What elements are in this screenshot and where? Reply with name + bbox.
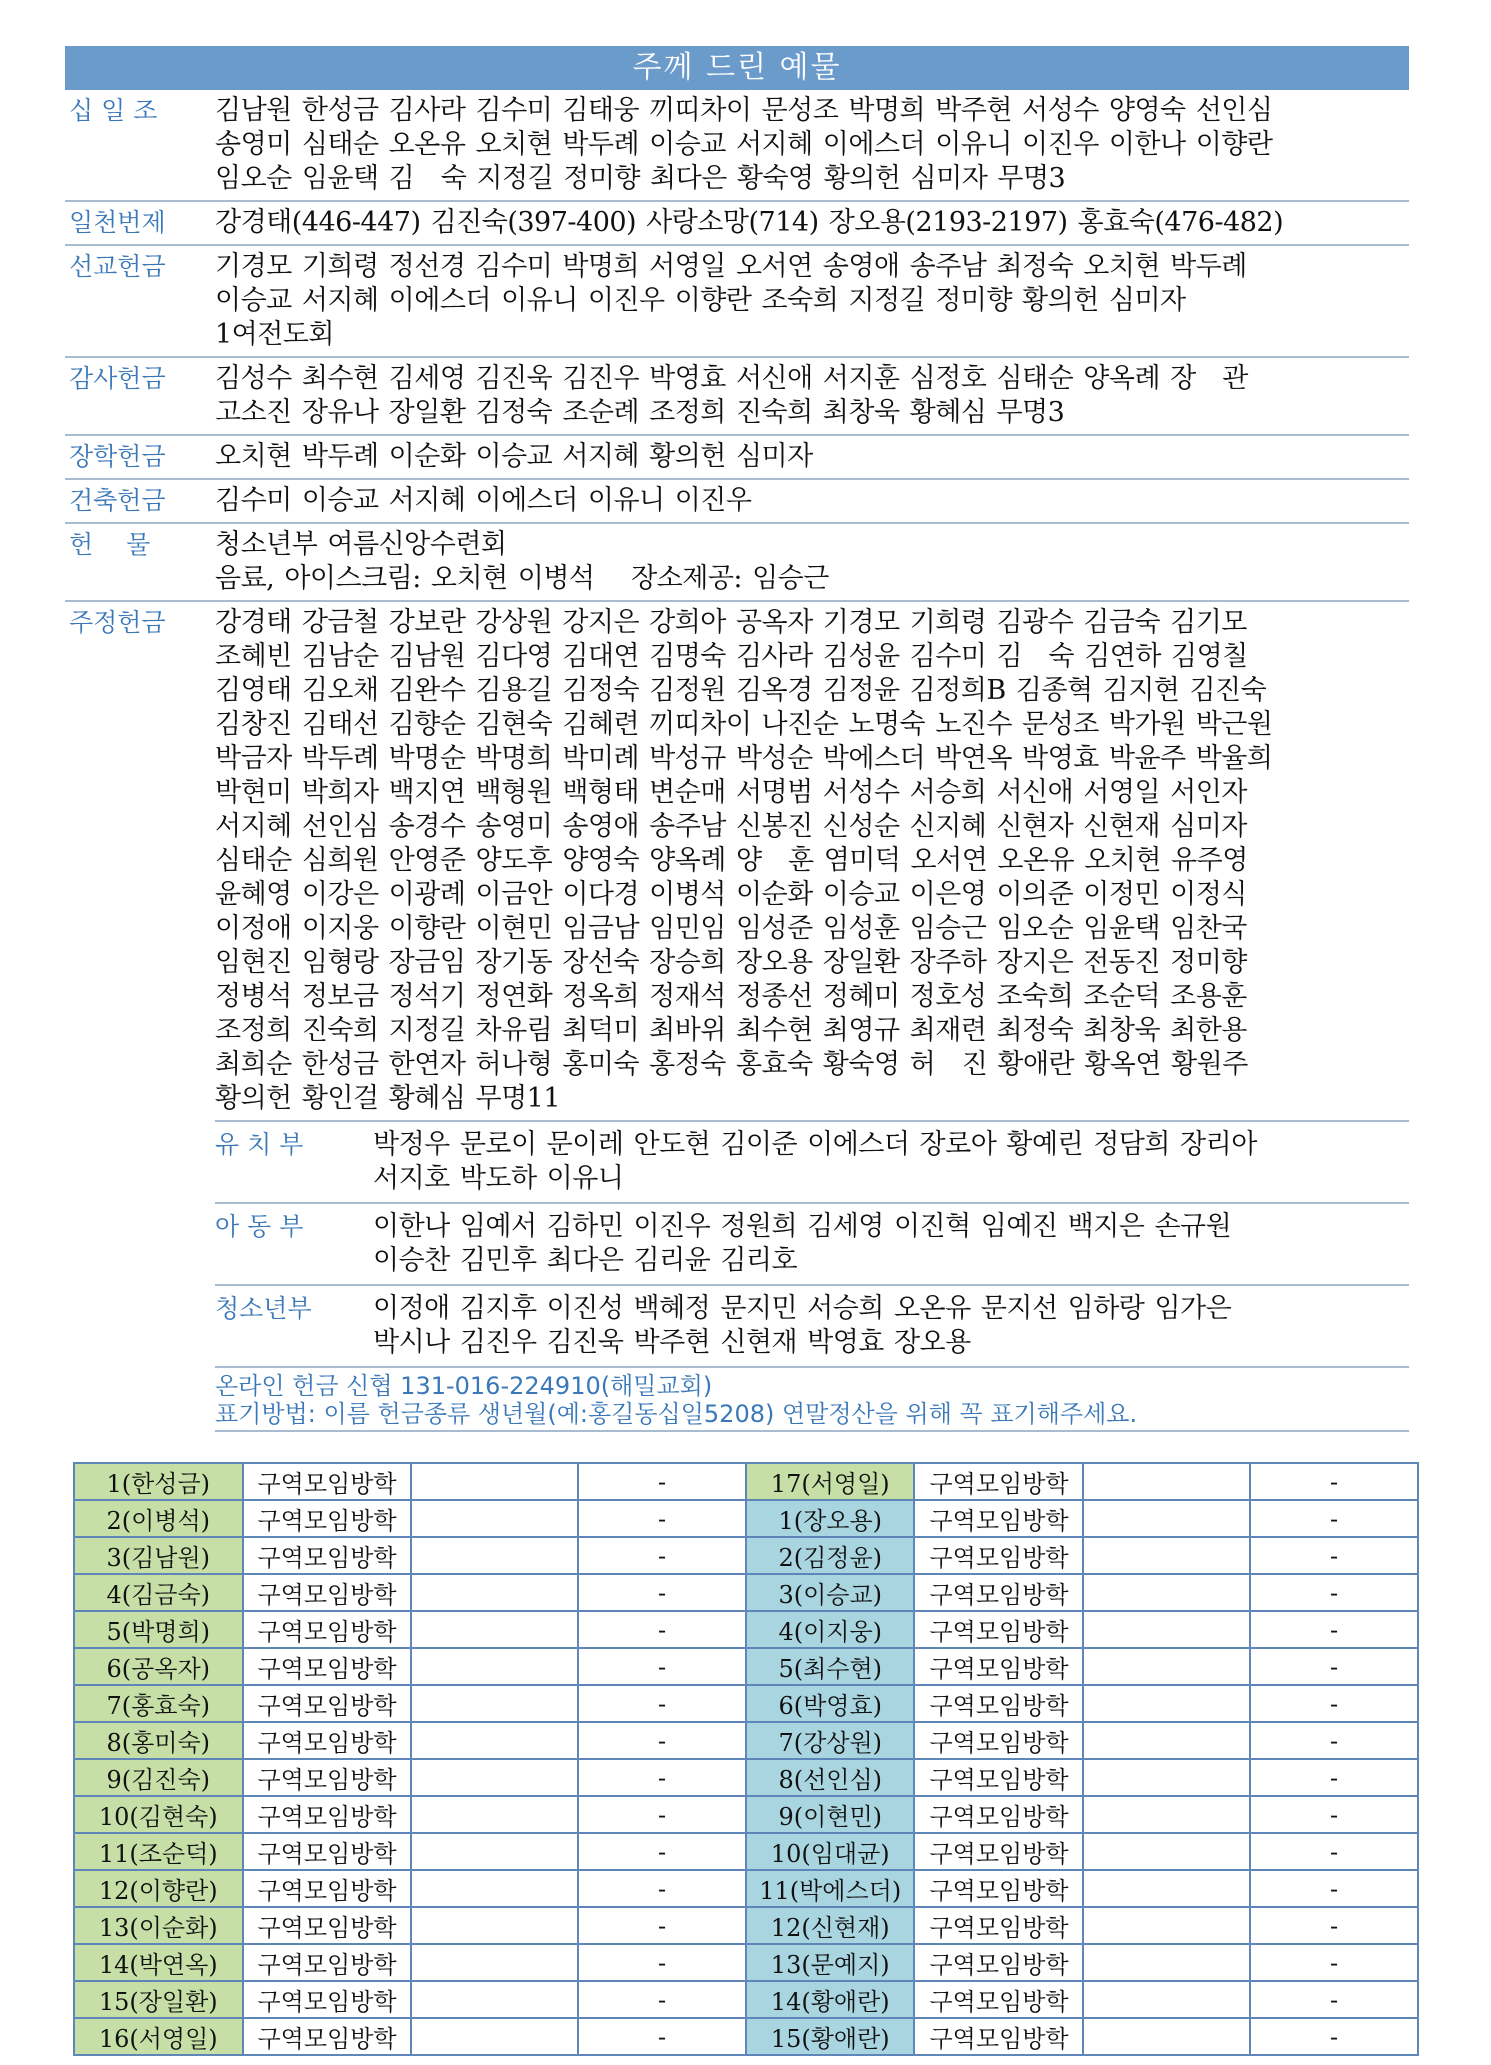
name-line: 이승찬 김민후 최다은 김리윤 김리호	[373, 1245, 798, 1276]
cell-group-name: 16(서영일)	[74, 2018, 243, 2055]
name-line: 송영미 심태순 오온유 오치현 박두례 이승교 서지혜 이에스더 이유니 이진우 이한나 이향란	[215, 129, 1273, 160]
cell-group-name: 1(장오용)	[746, 1500, 915, 1537]
offering-section	[65, 246, 1409, 358]
offering-kind: 구역모임방학	[914, 1648, 1082, 1685]
offering-page	[65, 46, 1409, 1432]
offering-kind: 구역모임방학	[914, 1944, 1082, 1981]
table-row	[74, 1833, 1418, 1870]
name-line: 심태순 심희원 안영준 양도후 양영숙 양옥례 양 훈 염미덕 오서연 오온유 오치현 유주영	[215, 845, 1248, 876]
offering-kind: 구역모임방학	[243, 1500, 411, 1537]
name-line: 김남원 한성금 김사라 김수미 김태웅 끼띠차이 문성조 박명희 박주현 서성수 양영숙 선인심	[215, 95, 1273, 126]
blank-cell	[1083, 1796, 1251, 1833]
amount-cell: -	[1250, 1944, 1418, 1981]
section-names	[215, 528, 1409, 596]
section-label: 십 일 조	[69, 96, 158, 125]
name-line: 최희순 한성금 한연자 허나형 홍미숙 홍정숙 홍효숙 황숙영 허 진 황애란 황옥연 황원주	[215, 1049, 1248, 1080]
cell-group-name: 13(문예지)	[746, 1944, 915, 1981]
name-line: 임오순 임윤택 김 숙 지정길 정미향 최다은 황숙영 황의헌 심미자 무명3	[215, 163, 1066, 194]
amount-cell: -	[1250, 1870, 1418, 1907]
online-notation-line: 표기방법: 이름 헌금종류 생년월(예:홍길동십일5208) 연말정산을 위해 꼭 표기해주세요.	[215, 1400, 1138, 1428]
amount-cell: -	[578, 1537, 746, 1574]
amount-cell: -	[578, 1722, 746, 1759]
offering-kind: 구역모임방학	[914, 1907, 1082, 1944]
cell-group-name: 3(김남원)	[74, 1537, 243, 1574]
table-row	[74, 1574, 1418, 1611]
cell-group-name: 10(임대균)	[746, 1833, 915, 1870]
blank-cell	[1083, 1907, 1251, 1944]
cell-group-name: 8(홍미숙)	[74, 1722, 243, 1759]
amount-cell: -	[578, 1648, 746, 1685]
cell-group-name: 12(신현재)	[746, 1907, 915, 1944]
name-line: 고소진 장유나 장일환 김정숙 조순례 조정희 진숙희 최창욱 황혜심 무명3	[215, 397, 1065, 428]
offering-kind: 구역모임방학	[243, 2018, 411, 2055]
offering-kind: 구역모임방학	[243, 1981, 411, 2018]
amount-cell: -	[1250, 1796, 1418, 1833]
department-names	[373, 1128, 1409, 1196]
blank-cell	[1083, 1944, 1251, 1981]
department-section	[215, 1202, 1409, 1284]
cell-group-name: 5(박명희)	[74, 1611, 243, 1648]
offering-kind: 구역모임방학	[914, 1833, 1082, 1870]
section-label: 선교헌금	[69, 252, 166, 281]
blank-cell	[411, 1500, 579, 1537]
offering-kind: 구역모임방학	[914, 1463, 1082, 1500]
section-names	[215, 206, 1409, 240]
offering-section	[65, 602, 1409, 1120]
name-line: 박정우 문로이 문이레 안도현 김이준 이에스더 장로아 황예린 정담희 장리아	[373, 1129, 1257, 1160]
cell-group-name: 14(황애란)	[746, 1981, 915, 2018]
name-line: 강경태(446-447) 김진숙(397-400) 사랑소망(714) 장오용(2193-2197) 홍효숙(476-482)	[215, 207, 1284, 238]
department-section	[215, 1284, 1409, 1368]
cell-group-name: 6(공옥자)	[74, 1648, 243, 1685]
offering-section	[65, 90, 1409, 202]
department-sections	[215, 1120, 1409, 1368]
department-label: 유 치 부	[215, 1130, 304, 1159]
table-row	[74, 1981, 1418, 2018]
offering-section	[65, 202, 1409, 246]
cell-group-name: 11(박에스더)	[746, 1870, 915, 1907]
blank-cell	[411, 2018, 579, 2055]
amount-cell: -	[1250, 1537, 1418, 1574]
name-line: 김수미 이승교 서지혜 이에스더 이유니 이진우	[215, 485, 752, 516]
blank-cell	[1083, 2018, 1251, 2055]
amount-cell: -	[1250, 1759, 1418, 1796]
offering-kind: 구역모임방학	[914, 1611, 1082, 1648]
amount-cell: -	[1250, 1907, 1418, 1944]
name-line: 서지혜 선인심 송경수 송영미 송영애 송주남 신봉진 신성순 신지혜 신현자 신현재 심미자	[215, 811, 1247, 842]
offering-section	[65, 480, 1409, 524]
amount-cell: -	[578, 1870, 746, 1907]
table-row	[74, 1611, 1418, 1648]
cell-group-name: 4(김금숙)	[74, 1574, 243, 1611]
cell-group-name: 17(서영일)	[746, 1463, 915, 1500]
department-names	[373, 1210, 1409, 1278]
blank-cell	[411, 1796, 579, 1833]
offering-kind: 구역모임방학	[243, 1796, 411, 1833]
cell-group-name: 1(한성금)	[74, 1463, 243, 1500]
name-line: 이정애 김지후 이진성 백혜정 문지민 서승희 오온유 문지선 임하랑 임가은	[373, 1293, 1232, 1324]
amount-cell: -	[578, 1685, 746, 1722]
blank-cell	[1083, 1611, 1251, 1648]
blank-cell	[1083, 1574, 1251, 1611]
amount-cell: -	[1250, 2018, 1418, 2055]
section-names	[215, 362, 1409, 430]
cell-group-name: 5(최수현)	[746, 1648, 915, 1685]
offering-kind: 구역모임방학	[243, 1648, 411, 1685]
name-line: 박시나 김진우 김진욱 박주현 신현재 박영효 장오용	[373, 1327, 971, 1358]
offering-kind: 구역모임방학	[243, 1833, 411, 1870]
table-row	[74, 1500, 1418, 1537]
blank-cell	[1083, 1870, 1251, 1907]
blank-cell	[411, 1833, 579, 1870]
table-row	[74, 1685, 1418, 1722]
amount-cell: -	[578, 1981, 746, 2018]
offering-kind: 구역모임방학	[914, 2018, 1082, 2055]
cell-group-name: 9(이현민)	[746, 1796, 915, 1833]
amount-cell: -	[578, 1833, 746, 1870]
section-label: 헌 물	[69, 530, 151, 559]
department-label: 청소년부	[215, 1294, 312, 1323]
blank-cell	[411, 1722, 579, 1759]
name-line: 기경모 기희령 정선경 김수미 박명희 서영일 오서연 송영애 송주남 최정숙 오치현 박두례	[215, 251, 1247, 282]
name-line: 임현진 임형랑 장금임 장기동 장선숙 장승희 장오용 장일환 장주하 장지은 전동진 정미향	[215, 947, 1247, 978]
amount-cell: -	[578, 1796, 746, 1833]
table-row	[74, 1944, 1418, 1981]
section-names	[215, 606, 1409, 1116]
blank-cell	[411, 1463, 579, 1500]
offering-section	[65, 436, 1409, 480]
table-row	[74, 1907, 1418, 1944]
name-line: 음료, 아이스크림: 오치현 이병석 장소제공: 임승근	[215, 563, 829, 594]
cell-group-name: 14(박연옥)	[74, 1944, 243, 1981]
cell-group-name: 12(이향란)	[74, 1870, 243, 1907]
amount-cell: -	[578, 1611, 746, 1648]
amount-cell: -	[1250, 1500, 1418, 1537]
name-line: 박현미 박희자 백지연 백형원 백형태 변순매 서명범 서성수 서승희 서신애 서영일 서인자	[215, 777, 1247, 808]
amount-cell: -	[1250, 1833, 1418, 1870]
name-line: 김창진 김태선 김향순 김현숙 김혜련 끼띠차이 나진순 노명숙 노진수 문성조 박가원 박근원	[215, 709, 1273, 740]
offering-section	[65, 358, 1409, 436]
cell-group-name: 2(김정윤)	[746, 1537, 915, 1574]
cell-group-table	[73, 1462, 1419, 2056]
section-label: 주정헌금	[69, 608, 166, 637]
table-row	[74, 1870, 1418, 1907]
section-names	[215, 440, 1409, 474]
section-names	[215, 250, 1409, 352]
table-row	[74, 1463, 1418, 1500]
blank-cell	[1083, 1722, 1251, 1759]
table-row	[74, 1759, 1418, 1796]
blank-cell	[411, 1685, 579, 1722]
blank-cell	[411, 1574, 579, 1611]
name-line: 조정희 진숙희 지정길 차유림 최덕미 최바위 최수현 최영규 최재련 최정숙 최창욱 최한용	[215, 1015, 1247, 1046]
cell-group-name: 7(강상원)	[746, 1722, 915, 1759]
offering-kind: 구역모임방학	[243, 1537, 411, 1574]
department-names	[373, 1292, 1409, 1360]
online-offering-info	[215, 1368, 1409, 1432]
name-line: 황의헌 황인걸 황혜심 무명11	[215, 1083, 561, 1114]
amount-cell: -	[1250, 1722, 1418, 1759]
section-label: 감사헌금	[69, 364, 166, 393]
blank-cell	[1083, 1981, 1251, 2018]
offering-kind: 구역모임방학	[243, 1759, 411, 1796]
offering-kind: 구역모임방학	[243, 1870, 411, 1907]
name-line: 이정애 이지웅 이향란 이현민 임금남 임민임 임성준 임성훈 임승근 임오순 임윤택 임찬국	[215, 913, 1247, 944]
offering-kind: 구역모임방학	[243, 1463, 411, 1500]
offering-kind: 구역모임방학	[243, 1611, 411, 1648]
amount-cell: -	[1250, 1981, 1418, 2018]
blank-cell	[411, 1759, 579, 1796]
amount-cell: -	[578, 1759, 746, 1796]
amount-cell: -	[578, 1463, 746, 1500]
amount-cell: -	[1250, 1648, 1418, 1685]
offering-kind: 구역모임방학	[914, 1500, 1082, 1537]
name-line: 청소년부 여름신앙수련회	[215, 529, 507, 560]
blank-cell	[411, 1648, 579, 1685]
name-line: 이한나 임예서 김하민 이진우 정원희 김세영 이진혁 임예진 백지은 손규원	[373, 1211, 1232, 1242]
offering-kind: 구역모임방학	[914, 1574, 1082, 1611]
offering-kind: 구역모임방학	[243, 1574, 411, 1611]
table-row	[74, 2018, 1418, 2055]
offering-kind: 구역모임방학	[914, 1870, 1082, 1907]
name-line: 오치현 박두례 이순화 이승교 서지혜 황의헌 심미자	[215, 441, 813, 472]
cell-group-name: 2(이병석)	[74, 1500, 243, 1537]
blank-cell	[1083, 1759, 1251, 1796]
name-line: 이승교 서지혜 이에스더 이유니 이진우 이향란 조숙희 지정길 정미향 황의헌 심미자	[215, 285, 1186, 316]
table-row	[74, 1537, 1418, 1574]
cell-group-name: 9(김진숙)	[74, 1759, 243, 1796]
blank-cell	[1083, 1685, 1251, 1722]
blank-cell	[411, 1907, 579, 1944]
offering-section	[65, 524, 1409, 602]
amount-cell: -	[578, 1500, 746, 1537]
offering-kind: 구역모임방학	[914, 1981, 1082, 2018]
section-label: 건축헌금	[69, 486, 166, 515]
amount-cell: -	[1250, 1611, 1418, 1648]
blank-cell	[411, 1981, 579, 2018]
blank-cell	[1083, 1833, 1251, 1870]
blank-cell	[411, 1870, 579, 1907]
table-row	[74, 1648, 1418, 1685]
department-label: 아 동 부	[215, 1212, 304, 1241]
cell-group-name: 4(이지웅)	[746, 1611, 915, 1648]
cell-group-name: 11(조순덕)	[74, 1833, 243, 1870]
offering-kind: 구역모임방학	[914, 1796, 1082, 1833]
cell-group-name: 15(황애란)	[746, 2018, 915, 2055]
section-names	[215, 94, 1409, 196]
section-names	[215, 484, 1409, 518]
name-line: 윤혜영 이강은 이광례 이금안 이다경 이병석 이순화 이승교 이은영 이의준 이정민 이정식	[215, 879, 1247, 910]
amount-cell: -	[578, 1574, 746, 1611]
offering-kind: 구역모임방학	[243, 1907, 411, 1944]
table-row	[74, 1796, 1418, 1833]
offering-kind: 구역모임방학	[914, 1537, 1082, 1574]
offering-kind: 구역모임방학	[243, 1944, 411, 1981]
name-line: 김성수 최수현 김세영 김진욱 김진우 박영효 서신애 서지훈 심정호 심태순 양옥례 장 관	[215, 363, 1248, 394]
blank-cell	[411, 1537, 579, 1574]
name-line: 서지호 박도하 이유니	[373, 1163, 624, 1194]
amount-cell: -	[578, 1907, 746, 1944]
online-account-line: 온라인 헌금 신협 131-016-224910(해밀교회)	[215, 1372, 713, 1400]
name-line: 1여전도회	[215, 319, 335, 350]
amount-cell: -	[1250, 1574, 1418, 1611]
section-label: 장학헌금	[69, 442, 166, 471]
offering-kind: 구역모임방학	[243, 1722, 411, 1759]
cell-group-name: 13(이순화)	[74, 1907, 243, 1944]
blank-cell	[411, 1944, 579, 1981]
cell-group-name: 3(이승교)	[746, 1574, 915, 1611]
name-line: 강경태 강금철 강보란 강상원 강지은 강희아 공옥자 기경모 기희령 김광수 김금숙 김기모	[215, 607, 1247, 638]
cell-group-name: 7(홍효숙)	[74, 1685, 243, 1722]
cell-group-name: 10(김현숙)	[74, 1796, 243, 1833]
name-line: 조혜빈 김남순 김남원 김다영 김대연 김명숙 김사라 김성윤 김수미 김 숙 김연하 김영칠	[215, 641, 1248, 672]
blank-cell	[1083, 1648, 1251, 1685]
name-line: 박금자 박두례 박명순 박명희 박미례 박성규 박성순 박에스더 박연옥 박영효 박윤주 박율희	[215, 743, 1273, 774]
offering-kind: 구역모임방학	[914, 1722, 1082, 1759]
offering-kind: 구역모임방학	[914, 1685, 1082, 1722]
name-line: 김영태 김오채 김완수 김용길 김정숙 김정원 김옥경 김정윤 김정희B 김종혁 김지현 김진숙	[215, 675, 1267, 706]
blank-cell	[1083, 1537, 1251, 1574]
amount-cell: -	[578, 1944, 746, 1981]
amount-cell: -	[1250, 1463, 1418, 1500]
blank-cell	[1083, 1463, 1251, 1500]
offering-sections	[65, 90, 1409, 1120]
page-title: 주께 드린 예물	[65, 46, 1409, 90]
cell-group-name: 6(박영효)	[746, 1685, 915, 1722]
offering-kind: 구역모임방학	[243, 1685, 411, 1722]
table-row	[74, 1722, 1418, 1759]
offering-kind: 구역모임방학	[914, 1759, 1082, 1796]
section-label: 일천번제	[69, 208, 166, 237]
name-line: 정병석 정보금 정석기 정연화 정옥희 정재석 정종선 정혜미 정호성 조숙희 조순덕 조용훈	[215, 981, 1247, 1012]
cell-group-name: 15(장일환)	[74, 1981, 243, 2018]
department-section	[215, 1120, 1409, 1202]
cell-group-name: 8(선인심)	[746, 1759, 915, 1796]
amount-cell: -	[1250, 1685, 1418, 1722]
blank-cell	[411, 1611, 579, 1648]
amount-cell: -	[578, 2018, 746, 2055]
blank-cell	[1083, 1500, 1251, 1537]
